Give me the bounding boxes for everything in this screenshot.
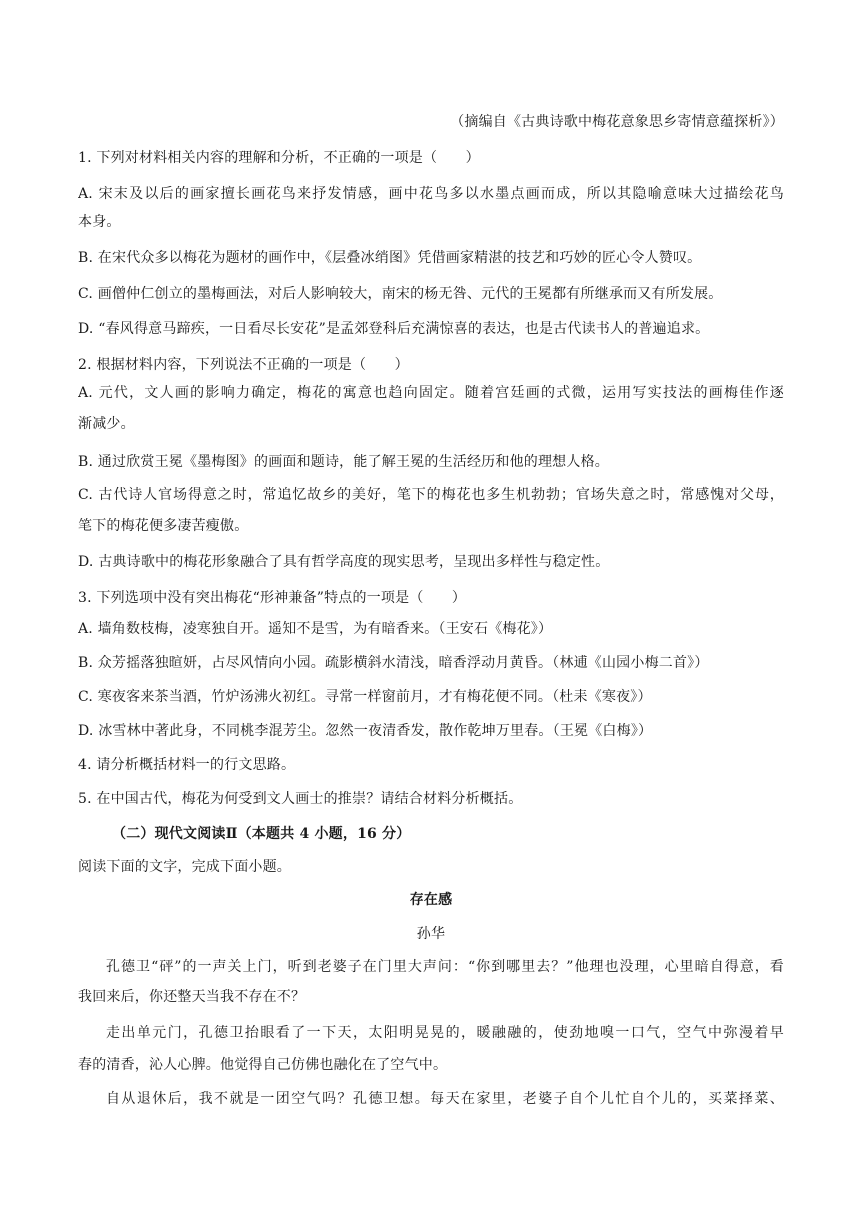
question-1-option-d: D. “春风得意马蹄疾，一日看尽长安花”是孟郊登科后充满惊喜的表达，也是古代读书人的普遍追求。 — [78, 321, 710, 337]
section-heading: （二）现代文阅读Ⅱ（本题共 4 小题，16 分） — [112, 826, 411, 842]
question-3-option-a: A. 墙角数枝梅，凌寒独自开。遥知不是雪，为有暗香来。（王安石《梅花》） — [78, 621, 553, 637]
story-paragraph-2-cont: 春的清香，沁人心脾。他觉得自己仿佛也融化在了空气中。 — [78, 1057, 448, 1073]
story-paragraph-2: 走出单元门，孔德卫抬眼看了一下天，太阳明晃晃的，暖融融的，使劲地嗅一口气，空气中弥漫着早 — [106, 1025, 784, 1041]
question-2-option-a-cont: 渐减少。 — [78, 416, 135, 432]
story-author: 孙华 — [416, 926, 446, 942]
story-paragraph-1-cont: 我回来后，你还整天当我不存在不？ — [78, 989, 306, 1005]
question-1-stem: 1. 下列对材料相关内容的理解和分析，不正确的一项是（ ） — [78, 150, 480, 166]
source-citation: （摘编自《古典诗歌中梅花意象思乡寄情意蕴探析》） — [450, 114, 784, 130]
question-1-option-a: A. 宋末及以后的画家擅长画花鸟来抒发情感，画中花鸟多以水墨点画而成，所以其隐喻意味大过描绘花鸟 — [78, 186, 784, 202]
question-3-option-b: B. 众芳摇落独暄妍，占尽风情向小园。疏影横斜水清浅，暗香浮动月黄昏。（林逋《山园小梅二首》） — [78, 655, 709, 671]
question-5: 5. 在中国古代，梅花为何受到文人画士的推崇？请结合材料分析概括。 — [78, 791, 523, 807]
question-2-option-c-cont: 笔下的梅花便多凄苦瘦傲。 — [78, 518, 249, 534]
question-2-option-a: A. 元代，文人画的影响力确定，梅花的寓意也趋向固定。随着宫廷画的式微，运用写实技法的画梅佳作逐 — [78, 385, 784, 401]
reading-instruction: 阅读下面的文字，完成下面小题。 — [78, 859, 291, 875]
question-2-option-c: C. 古代诗人官场得意之时，常追忆故乡的美好，笔下的梅花也多生机勃勃；官场失意之时，常感愧对父母， — [78, 487, 784, 503]
question-2-option-d: D. 古典诗歌中的梅花形象融合了具有哲学高度的现实思考，呈现出多样性与稳定性。 — [78, 554, 610, 570]
question-3-stem: 3. 下列选项中没有突出梅花“形神兼备”特点的一项是（ ） — [78, 590, 467, 606]
question-4: 4. 请分析概括材料一的行文思路。 — [78, 757, 296, 773]
question-1-option-b: B. 在宋代众多以梅花为题材的画作中，《层叠冰绡图》凭借画家精湛的技艺和巧妙的匠心令人赞叹。 — [78, 250, 702, 266]
question-1-option-a-cont: 本身。 — [78, 214, 121, 230]
story-paragraph-3: 自从退休后，我不就是一团空气吗？孔德卫想。每天在家里，老婆子自个儿忙自个儿的，买菜择菜、 — [106, 1091, 784, 1107]
question-2-option-b: B. 通过欣赏王冕《墨梅图》的画面和题诗，能了解王冕的生活经历和他的理想人格。 — [78, 454, 609, 470]
question-3-option-c: C. 寒夜客来茶当酒，竹炉汤沸火初红。寻常一样窗前月，才有梅花便不同。（杜耒《寒夜》） — [78, 689, 652, 705]
story-title: 存在感 — [409, 892, 453, 908]
question-3-option-d: D. 冰雪林中著此身，不同桃李混芳尘。忽然一夜清香发，散作乾坤万里春。（王冕《白梅》） — [78, 723, 653, 739]
question-1-option-c: C. 画僧仲仁创立的墨梅画法，对后人影响较大，南宋的杨无咎、元代的王冕都有所继承而又有所发展。 — [78, 286, 723, 302]
question-2-stem: 2. 根据材料内容，下列说法不正确的一项是（ ） — [78, 357, 409, 373]
story-paragraph-1: 孔德卫“砰”的一声关上门，听到老婆子在门里大声问：“你到哪里去？”他理也没理，心里暗自得意，看 — [106, 959, 784, 975]
